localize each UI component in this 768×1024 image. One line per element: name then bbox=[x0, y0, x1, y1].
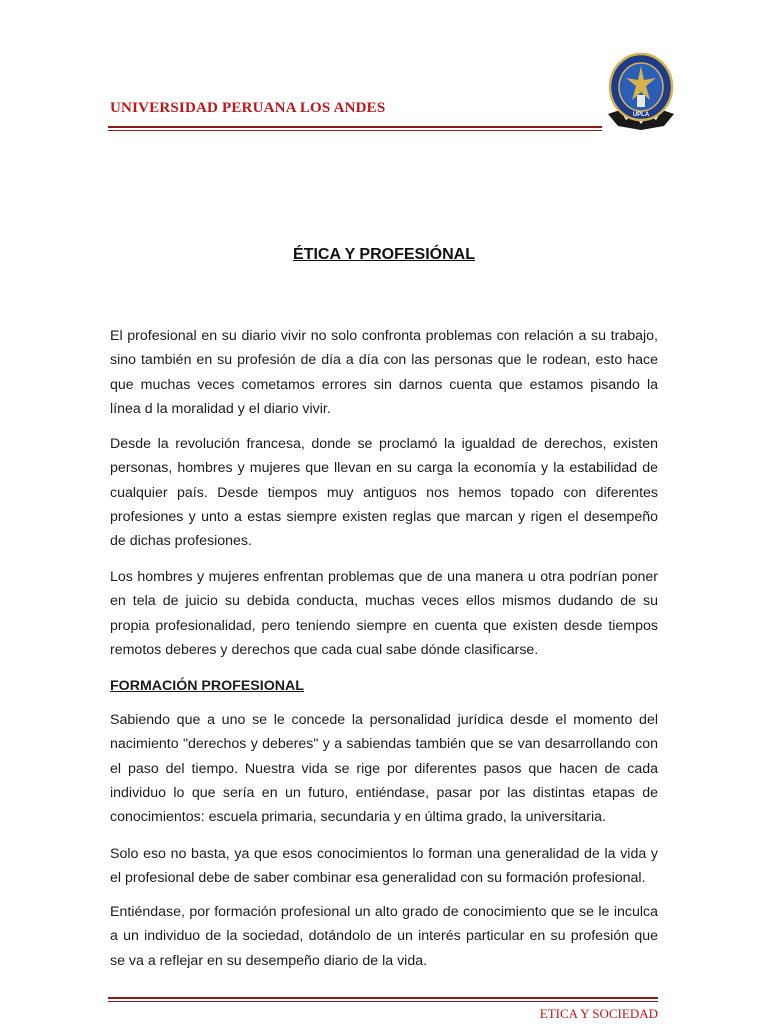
paragraph: Entiéndase, por formación profesional un alto grado de conocimiento que se le inculca a un individuo de la sociedad, dotándolo de un interés particular en su profesión que se va a reflejar en su desempeño diario de la vida. bbox=[110, 904, 658, 969]
paragraph: Los hombres y mujeres enfrentan problemas que de una manera u otra podrían poner en tela de juicio su debida conducta, muchas veces ellos mismos dudando de su propia profesionalidad, pero teniendo siempre en cuenta que existen desde tiempos remotos deberes y derechos que cada cual sabe dónde clasificarse. bbox=[110, 569, 658, 658]
paragraph: El profesional en su diario vivir no solo confronta problemas con relación a su trabajo, sino también en su profesión de día a día con las personas que le rodean, esto hace que muchas veces cometamos errores sin darnos cuenta que estamos pisando la línea d la moralidad y el diario vivir. bbox=[110, 328, 658, 417]
footer-label: ETICA Y SOCIEDAD bbox=[539, 1006, 658, 1021]
section-heading: FORMACIÓN PROFESIONAL bbox=[110, 678, 304, 694]
university-crest-icon bbox=[604, 50, 678, 130]
university-name: UNIVERSIDAD PERUANA LOS ANDES bbox=[110, 100, 386, 116]
crest-tower bbox=[637, 95, 645, 107]
paragraph: Sabiendo que a uno se le concede la personalidad jurídica desde el momento del nacimiento "derechos y deberes" y a sabiendas también que se van desarrollando con el paso del tiempo. Nuestra vida se rige por diferentes pasos que hacen de cada individuo lo que sería en un futuro, entiéndase, pasar por las distintas etapas de conocimientos: escuela primaria, secundaria y en última grado, la universitaria. bbox=[110, 712, 658, 826]
footer-divider-thin bbox=[108, 1001, 658, 1002]
header-divider bbox=[108, 126, 602, 128]
header-divider-thin bbox=[108, 130, 602, 131]
paragraph: Desde la revolución francesa, donde se proclamó la igualdad de derechos, existen personas, hombres y mujeres que llevan en su carga la economía y la estabilidad de cualquier país. Desde tiempos muy antiguos nos hemos topado con diferentes profesiones y unto a estas siempre existen reglas que marcan y rigen el desempeño de dichas profesiones. bbox=[110, 436, 658, 550]
footer-divider bbox=[108, 997, 658, 999]
paragraph: Solo eso no basta, ya que esos conocimientos lo forman una generalidad de la vida y el profesional debe de saber combinar esa generalidad con su formación profesional. bbox=[110, 846, 658, 887]
document-title: ÉTICA Y PROFESIÓNAL bbox=[293, 246, 475, 263]
crest-text: UPLA bbox=[632, 112, 650, 118]
